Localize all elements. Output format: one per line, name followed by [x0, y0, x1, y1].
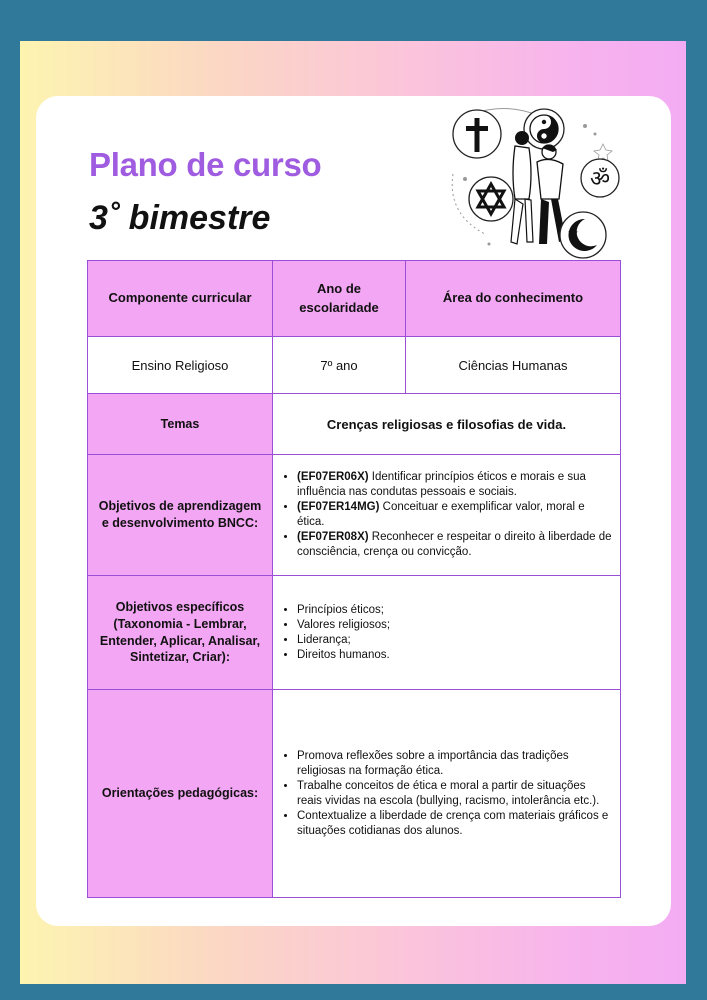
list-item: • Trabalhe conceitos de ética e moral a partir de situações reais vividas na escola (bullying, racismo, intolerância etc.). [297, 779, 612, 809]
decor-dot [463, 177, 467, 181]
list-item: • Valores religiosos; [297, 618, 612, 633]
om-icon [581, 159, 619, 197]
cross-icon [453, 110, 501, 158]
list-item: • Promova reflexões sobre a importância das tradições religiosas na formação ética. [297, 749, 612, 779]
course-plan-table [87, 260, 621, 898]
decor-dot [594, 133, 597, 136]
list-item: • Liderança; [297, 633, 612, 648]
list-item: • Direitos humanos. [297, 648, 612, 663]
table-row [88, 690, 621, 898]
list-item: • (EF07ER06X) Identificar princípios éticos e morais e sua influência nas condutas pessoais e sociais. [297, 470, 612, 500]
value-area: Ciências Humanas [406, 337, 621, 394]
list-item: • Contextualize a liberdade de crença com materiais gráficos e situações cotidianas dos alunos. [297, 809, 612, 839]
religions-illustration [445, 104, 625, 264]
orientacoes-list [281, 749, 612, 839]
value-componente: Ensino Religioso [88, 337, 273, 394]
table-row [88, 261, 621, 337]
header-componente: Componente curricular [88, 261, 273, 337]
svg-text:ॐ: ॐ [589, 167, 611, 192]
objetivos-especificos-list [281, 603, 612, 663]
objetivos-bncc-cell [273, 455, 621, 576]
star-crescent-icon [560, 212, 606, 258]
objetivos-especificos-label: Objetivos específicos (Taxonomia - Lembrar, Entender, Aplicar, Analisar, Sintetizar, Criar): [88, 576, 273, 690]
bimester-subtitle: 3˚ bimestre [89, 199, 271, 237]
orientacoes-label: Orientações pedagógicas: [88, 690, 273, 898]
decor-dot [488, 243, 491, 246]
header-ano: Ano de escolaridade [273, 261, 406, 337]
temas-label: Temas [88, 394, 273, 455]
page-title: Plano de curso [89, 146, 322, 183]
header-area: Área do conhecimento [406, 261, 621, 337]
yin-yang-icon [524, 109, 564, 149]
objetivos-bncc-list [281, 470, 612, 560]
list-item: • Princípios éticos; [297, 603, 612, 618]
temas-value: Crenças religiosas e filosofias de vida. [273, 394, 621, 455]
star-of-david-icon [469, 177, 513, 221]
table-row [88, 337, 621, 394]
orientacoes-cell [273, 690, 621, 898]
table-row [88, 576, 621, 690]
sparkle-icon [594, 144, 612, 161]
objetivos-especificos-cell [273, 576, 621, 690]
decor-dot [583, 124, 587, 128]
table-row [88, 455, 621, 576]
objetivos-bncc-label: Objetivos de aprendizagem e desenvolvimento BNCC: [88, 455, 273, 576]
list-item: • (EF07ER08X) Reconhecer e respeitar o direito à liberdade de consciência, crença ou convicção. [297, 530, 612, 560]
value-ano: 7º ano [273, 337, 406, 394]
list-item: • (EF07ER14MG) Conceituar e exemplificar valor, moral e ética. [297, 500, 612, 530]
table-row [88, 394, 621, 455]
